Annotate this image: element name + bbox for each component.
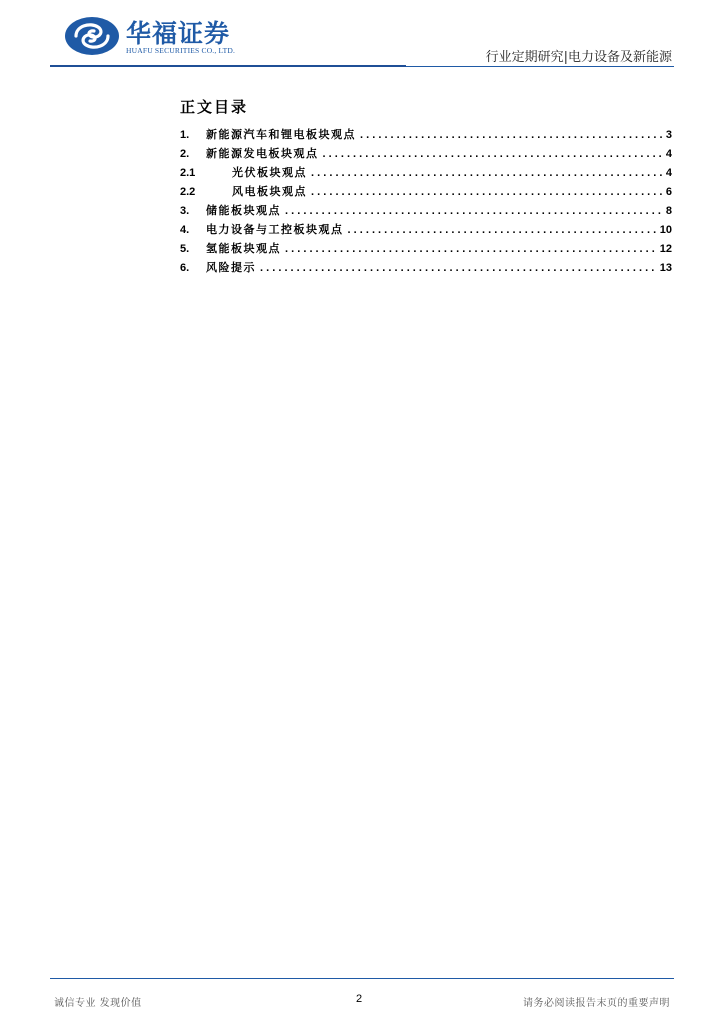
toc-entry-page: 4 <box>665 167 672 179</box>
toc-entry-number: 6. <box>180 262 190 274</box>
toc-leader-dots <box>260 262 656 274</box>
toc-entry-page: 3 <box>665 129 672 141</box>
toc-entry-number: 2. <box>180 148 190 160</box>
toc-entry-number: 3. <box>180 205 190 217</box>
toc-leader-dots <box>323 148 662 160</box>
toc-entry[interactable] <box>180 183 672 202</box>
toc-entry-title: 储能板块观点 <box>206 204 281 217</box>
toc-entry[interactable] <box>180 240 672 259</box>
toc-entry-number: 1. <box>180 129 190 141</box>
toc-leader-dots <box>285 205 662 217</box>
toc-entry[interactable] <box>180 126 672 145</box>
toc-entry-page: 12 <box>659 243 672 255</box>
toc-entry-number: 5. <box>180 243 190 255</box>
header-divider-accent <box>50 65 406 67</box>
footer-slogan: 诚信专业 发现价值 <box>54 998 142 1009</box>
toc-title: 正文目录 <box>180 98 249 116</box>
toc-entry-page: 4 <box>665 148 672 160</box>
toc-leader-dots <box>348 224 656 236</box>
toc-entry-title: 风险提示 <box>206 261 256 274</box>
toc-entry[interactable] <box>180 221 672 240</box>
toc-entry-title: 新能源汽车和锂电板块观点 <box>206 128 356 141</box>
toc-entry-page: 8 <box>665 205 672 217</box>
toc-entry-number: 4. <box>180 224 190 236</box>
toc-entry-title: 氢能板块观点 <box>206 242 281 255</box>
toc-entry-number: 2.2 <box>180 186 196 198</box>
toc-entry-page: 10 <box>659 224 672 236</box>
toc-entry-number: 2.1 <box>180 167 196 179</box>
page-number: 2 <box>356 993 363 1005</box>
huafu-logo-icon <box>64 16 120 56</box>
logo-english-name: HUAFU SECURITIES CO., LTD. <box>126 46 236 55</box>
toc-leader-dots <box>311 186 662 198</box>
toc-entry-page: 13 <box>659 262 672 274</box>
toc-entry[interactable] <box>180 202 672 221</box>
page-header <box>0 0 724 70</box>
toc-leader-dots <box>285 243 656 255</box>
toc-entry[interactable] <box>180 259 672 278</box>
toc-leader-dots <box>360 129 662 141</box>
toc-entry-title: 风电板块观点 <box>232 185 307 198</box>
logo-chinese-name: 华福证券 <box>126 19 231 48</box>
toc-entry[interactable] <box>180 164 672 183</box>
footer-disclaimer: 请务必阅读报告末页的重要声明 <box>523 998 670 1009</box>
report-type: 行业定期研究|电力设备及新能源 <box>485 50 672 65</box>
toc-entry-page: 6 <box>665 186 672 198</box>
footer-divider <box>50 978 674 979</box>
toc-leader-dots <box>311 167 662 179</box>
table-of-contents <box>180 126 672 278</box>
toc-entry-title: 光伏板块观点 <box>232 166 307 179</box>
toc-entry-title: 电力设备与工控板块观点 <box>206 223 344 236</box>
toc-entry[interactable] <box>180 145 672 164</box>
toc-entry-title: 新能源发电板块观点 <box>206 147 319 160</box>
